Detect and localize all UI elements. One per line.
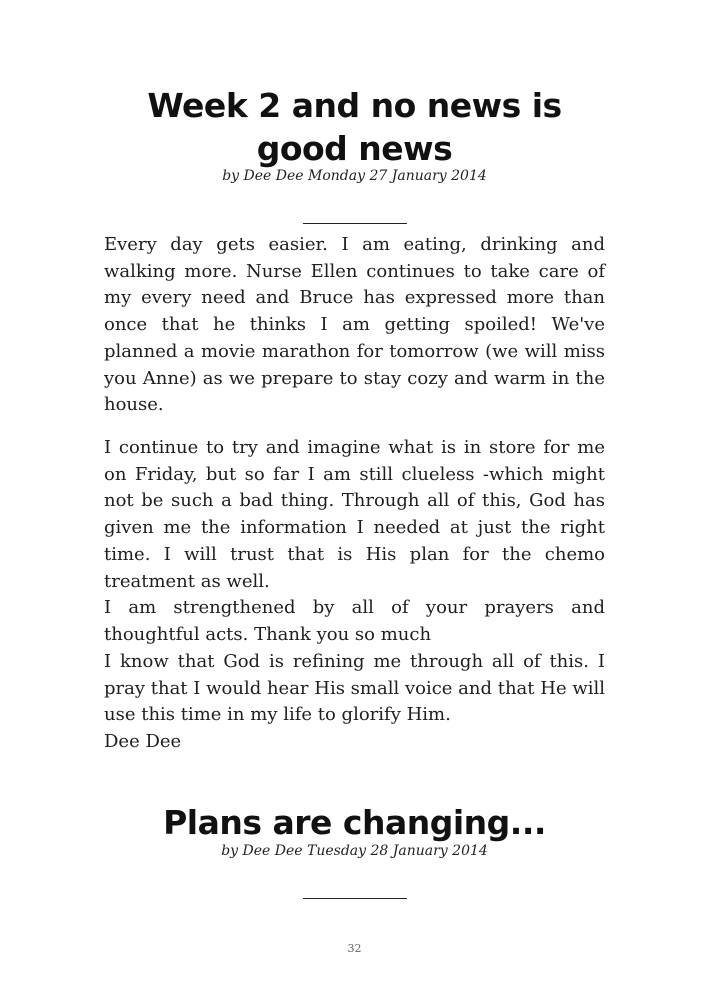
post-paragraph: I am strengthened by all of your prayers and thoughtful acts. Thank you so much [104,597,605,645]
post-title: Week 2 and no news is good news [147,86,562,168]
post-byline: by Dee Dee Monday 27 January 2014 [222,168,487,184]
post-byline: by Dee Dee Tuesday 28 January 2014 [221,843,488,859]
post-paragraph: I know that God is refining me through all of this. I pray that I would hear His small voice and that He will use this time in my life to glorify Him. [104,651,605,726]
post-paragraph: Every day gets easier. I am eating, drinking and walking more. Nurse Ellen continues to take care of my every need and Bruce has expressed more than once that he thinks I am getting spoiled! We've planned a movie marathon for tomorrow (we will miss you Anne) as we prepare to stay cozy and warm in the house. [104,234,605,416]
post-title: Plans are changing... [163,803,546,842]
page-number: 32 [347,942,362,955]
title-separator [303,223,407,224]
document-page [104,0,605,992]
post-signature: Dee Dee [104,731,182,752]
title-separator [303,898,407,899]
post-paragraph: I continue to try and imagine what is in store for me on Friday, but so far I am still clueless -which might not be such a bad thing. Through all of this, God has given me the information I needed at just the right time. I will trust that is His plan for the chemo treatment as well. [104,437,605,592]
